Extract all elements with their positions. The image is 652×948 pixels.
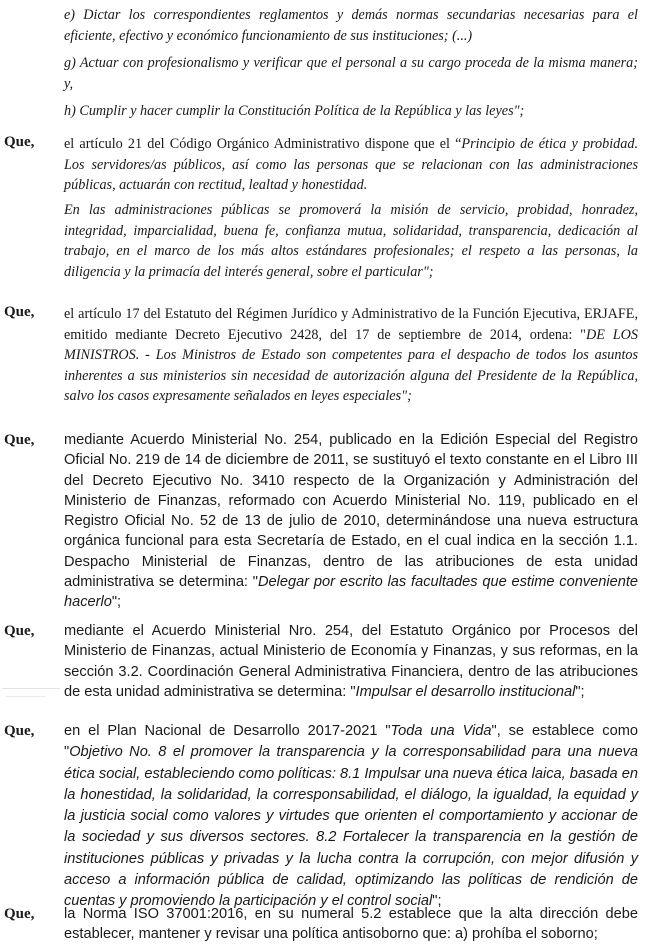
plan-lead: en el Plan Nacional de Desarrollo 2017-2021 " [64, 723, 391, 739]
iso-text: la Norma ISO 37001:2016, en su numeral 5.2 establece que la alta dirección debe establecer, mantener y revisar una política antisoborno que: a) prohíba el soborno; [64, 906, 638, 943]
erjafe-lead: el artículo 17 del Estatuto del Régimen Jurídico y Administrativo de la Función Ejecutiva, ERJAFE, emitido mediante Decreto Ejecutivo 2428, del 17 de septiembre de 2014, ordena: " [64, 306, 638, 343]
acuerdo-254-quote: Delegar por escrito las facultades que estime conveniente hacerlo [64, 574, 638, 611]
paragraph-art21-cont [64, 200, 638, 282]
paragraph-estatuto-organico [64, 621, 638, 702]
plan-quote: Objetivo No. 8 el promover la transparencia y la corresponsabilidad para una nueva ética social, estableciendo como políticas: 8.1 Impulsar una nueva ética laica, basada en la honestidad, la solidaridad, la corresponsabilidad, el diálogo, la igualdad, la equidad y la justicia social como valores y virtudes que orienten el comportamiento y accionar de la sociedad y sus diversos sectores. 8.2 Fortalecer la transparencia en la gestión de instituciones públicas y privadas y la lucha contra la corrupción, con mejor difusión y acceso a información pública de calidad, optimizando las políticas de rendición de cuentas y promoviendo la participación y el control social [64, 744, 638, 910]
plan-tail: "; [432, 893, 442, 910]
item-g [64, 53, 638, 94]
que-label-2: Que, [4, 304, 35, 320]
paragraph-plan-nacional [64, 721, 638, 913]
art21-quote: Principio de ética y probidad. Los servidores/as públicos, así como las personas que se relacionan con las administraciones públicas, actuarán con rectitud, lealtad y honestidad. [64, 136, 638, 193]
art21-quote2: En las administraciones públicas se promoverá la misión de servicio, probidad, honradez, integridad, imparcialidad, buena fe, confianza mutua, solidaridad, transparencia, dedicación al trabajo, en el marco de los más altos estándares profesionales; el respeto a las personas, la diligencia y la primacía del interés general, sobre el particular"; [64, 202, 638, 280]
estatuto-lead: mediante el Acuerdo Ministerial Nro. 254, del Estatuto Orgánico por Procesos del Ministerio de Finanzas, actual Ministerio de Economía y Finanzas, y sus reformas, en la sección 3.2. Coordinación General Administrativa Financiera, dentro de las atribuciones de esta unidad administrativa se determina: " [64, 623, 638, 700]
que-label-3: Que, [4, 432, 35, 448]
item-h-text: h) Cumplir y hacer cumplir la Constitución Política de la República y las leyes"; [64, 103, 525, 119]
acuerdo-254-lead: mediante Acuerdo Ministerial No. 254, publicado en la Edición Especial del Registro Oficial No. 219 de 14 de diciembre de 2011, se sustituyó el texto constante en el Libro III del Decreto Ejecutivo No. 3410 respecto de la Organización y Administración del Ministerio de Finanzas, reformado con Acuerdo Ministerial No. 119, publicado en el Registro Oficial No. 52 de 13 de julio de 2010, determinándose una nueva estructura orgánica funcional para esta Secretaría de Estado, en el cual indica en la sección 1.1. Despacho Ministerial de Finanzas, dentro de las atribuciones de esta unidad administrativa se determina: " [64, 432, 638, 591]
que-label-5: Que, [4, 723, 35, 739]
item-e [64, 5, 638, 46]
erjafe-quote: DE LOS MINISTROS. - Los Ministros de Estado son competentes para el despacho de todos los asuntos inherentes a sus ministerios sin necesidad de autorización alguna del Presidente de la República, salvo los casos expresamente señalados en leyes especiales"; [64, 326, 638, 404]
scan-artifact [2, 688, 60, 689]
art21-lead: el artículo 21 del Código Orgánico Administrativo dispone que el “ [64, 136, 462, 152]
plan-name: Toda una Vida [390, 723, 492, 739]
scan-artifact [6, 696, 46, 697]
paragraph-acuerdo-254 [64, 430, 638, 613]
item-g-text: g) Actuar con profesionalismo y verificar que el personal a su cargo proceda de la misma manera; y, [64, 55, 638, 92]
que-label-1: Que, [4, 134, 35, 150]
paragraph-art21 [64, 134, 638, 196]
paragraph-iso-37001 [64, 904, 638, 945]
item-h [64, 101, 638, 122]
que-label-6: Que, [4, 906, 35, 922]
estatuto-tail: "; [575, 683, 585, 700]
que-label-4: Que, [4, 623, 35, 639]
acuerdo-254-tail: "; [111, 594, 122, 611]
plan-mid: ", se establece como " [64, 723, 638, 761]
paragraph-erjafe [64, 304, 638, 407]
estatuto-quote: Impulsar el desarrollo institucional [355, 683, 576, 700]
item-e-text: e) Dictar los correspondientes reglamentos y demás normas secundarias necesarias para el eficiente, efectivo y económico funcionamiento de sus instituciones; (...) [64, 7, 638, 44]
